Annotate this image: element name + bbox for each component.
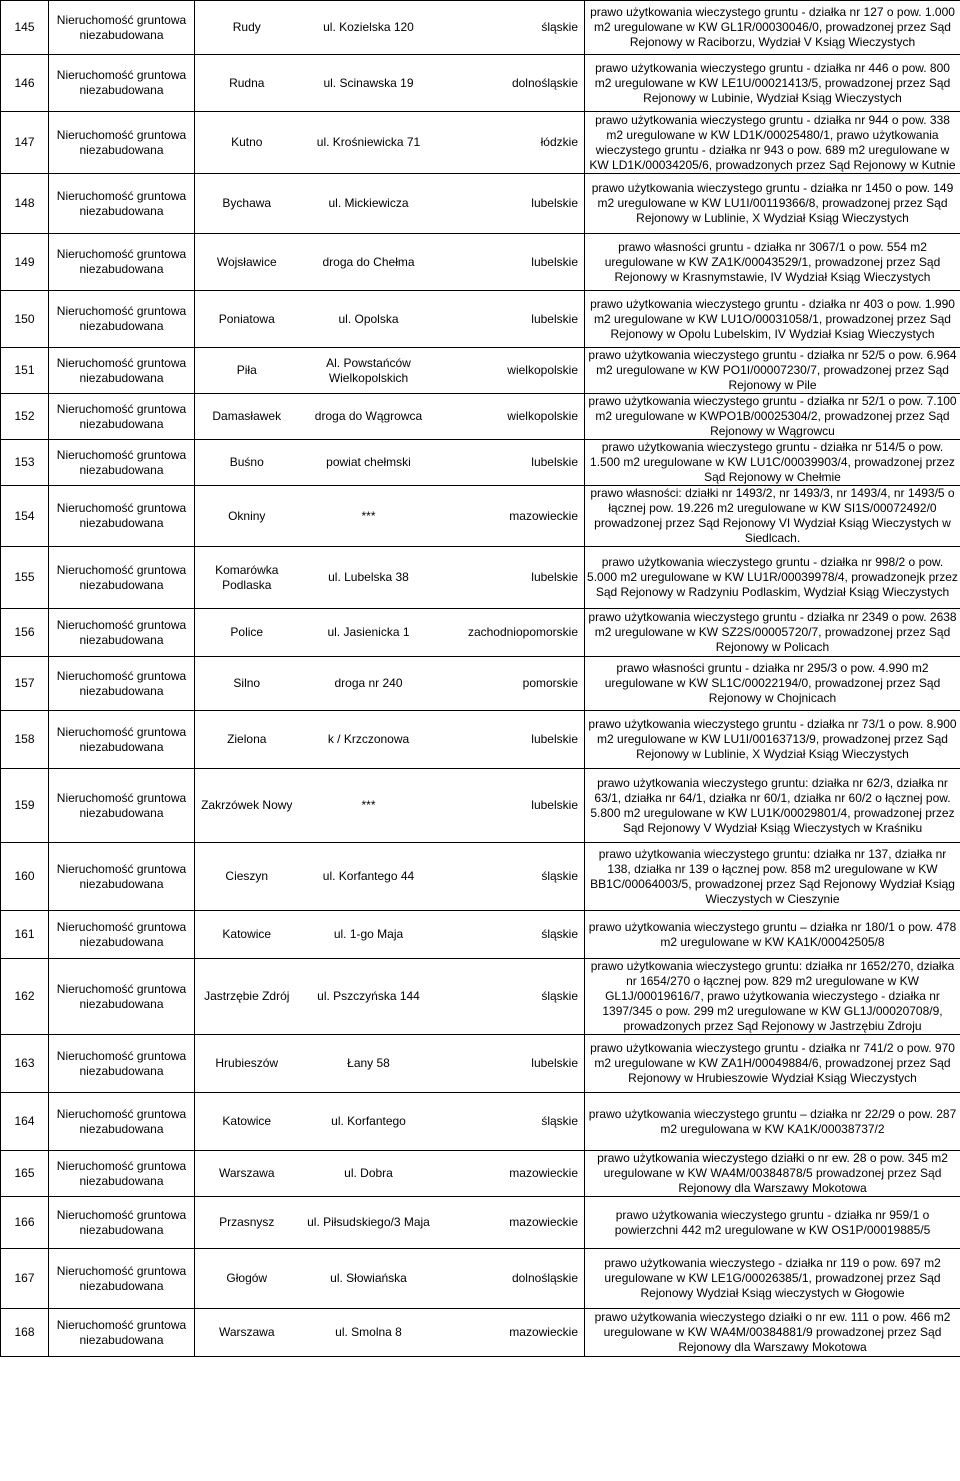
table-row xyxy=(1,55,960,112)
cell-place: Rudna xyxy=(195,55,299,112)
cell-place: Katowice xyxy=(195,1093,299,1151)
cell-no: 147 xyxy=(1,112,49,174)
cell-place: Hrubieszów xyxy=(195,1035,299,1093)
cell-place: Głogów xyxy=(195,1249,299,1309)
cell-place: Komarówka Podlaska xyxy=(195,547,299,609)
cell-right: prawo użytkowania wieczystego gruntu - działka nr 73/1 o pow. 8.900 m2 uregulowane w KW LU1I/00163713/9, prowadzonej przez Sąd Rejonowy w Lublinie, X Wydział Ksiąg Wieczystych xyxy=(585,711,960,769)
cell-type: Nieruchomość gruntowa niezabudowana xyxy=(49,711,195,769)
cell-right: prawo użytkowania wieczystego gruntu - działka nr 741/2 o pow. 970 m2 uregulowane w KW ZA1H/00049884/6, prowadzonej przez Sąd Rejonowy w Hrubieszowie Wydział Ksiąg Wieczystych xyxy=(585,1035,960,1093)
cell-street: ul. Piłsudskiego/3 Maja xyxy=(299,1197,439,1249)
cell-street: ul. Krośniewicka 71 xyxy=(299,112,439,174)
cell-region: mazowieckie xyxy=(439,1197,585,1249)
cell-place: Warszawa xyxy=(195,1151,299,1197)
cell-right: prawo własności gruntu - działka nr 3067/1 o pow. 554 m2 uregulowane w KW ZA1K/00043529/1, prowadzonej przez Sąd Rejonowy w Krasnymstawie, IV Wydział Ksiąg Wieczystych xyxy=(585,234,960,291)
cell-street: ul. Lubelska 38 xyxy=(299,547,439,609)
cell-type: Nieruchomość gruntowa niezabudowana xyxy=(49,1035,195,1093)
cell-type: Nieruchomość gruntowa niezabudowana xyxy=(49,348,195,394)
cell-right: prawo użytkowania wieczystego gruntu - działka nr 1450 o pow. 149 m2 uregulowane w KW LU1I/00119366/8, prowadzonej przez Sąd Rejonowy w Lublinie, X Wydział Ksiąg Wieczystych xyxy=(585,174,960,234)
cell-region: lubelskie xyxy=(439,711,585,769)
table-row xyxy=(1,1035,960,1093)
cell-place: Piła xyxy=(195,348,299,394)
cell-right: prawo użytkowania wieczystego działki o nr ew. 111 o pow. 466 m2 uregulowane w KW WA4M/00384881/9 prowadzonej przez Sąd Rejonowy dla Warszawy Mokotowa xyxy=(585,1309,960,1357)
cell-region: śląskie xyxy=(439,1,585,55)
cell-region: lubelskie xyxy=(439,769,585,843)
cell-place: Bychawa xyxy=(195,174,299,234)
cell-type: Nieruchomość gruntowa niezabudowana xyxy=(49,609,195,657)
table-row xyxy=(1,959,960,1035)
cell-type: Nieruchomość gruntowa niezabudowana xyxy=(49,769,195,843)
table-row xyxy=(1,1093,960,1151)
cell-street: ul. Korfantego xyxy=(299,1093,439,1151)
table-row xyxy=(1,1,960,55)
cell-no: 156 xyxy=(1,609,49,657)
cell-type: Nieruchomość gruntowa niezabudowana xyxy=(49,291,195,348)
cell-no: 146 xyxy=(1,55,49,112)
cell-street: droga nr 240 xyxy=(299,657,439,711)
cell-street: ul. Słowiańska xyxy=(299,1249,439,1309)
cell-street: droga do Chełma xyxy=(299,234,439,291)
cell-region: dolnośląskie xyxy=(439,1249,585,1309)
cell-type: Nieruchomość gruntowa niezabudowana xyxy=(49,657,195,711)
cell-region: lubelskie xyxy=(439,547,585,609)
cell-right: prawo użytkowania wieczystego gruntu – działka nr 180/1 o pow. 478 m2 uregulowane w KW KA1K/00042505/8 xyxy=(585,911,960,959)
cell-street: ul. Korfantego 44 xyxy=(299,843,439,911)
cell-place: Kutno xyxy=(195,112,299,174)
cell-type: Nieruchomość gruntowa niezabudowana xyxy=(49,1151,195,1197)
table-row xyxy=(1,440,960,486)
cell-region: wielkopolskie xyxy=(439,394,585,440)
cell-region: lubelskie xyxy=(439,440,585,486)
cell-region: lubelskie xyxy=(439,174,585,234)
cell-street: ul. Pszczyńska 144 xyxy=(299,959,439,1035)
cell-right: prawo użytkowania wieczystego gruntu – działka nr 22/29 o pow. 287 m2 uregulowana w KW KA1K/00038737/2 xyxy=(585,1093,960,1151)
table-row xyxy=(1,174,960,234)
cell-right: prawo użytkowania wieczystego działki o nr ew. 28 o pow. 345 m2 uregulowane w KW WA4M/00384878/5 prowadzonej przez Sąd Rejonowy dla Warszawy Mokotowa xyxy=(585,1151,960,1197)
cell-place: Wojsławice xyxy=(195,234,299,291)
cell-no: 158 xyxy=(1,711,49,769)
table-row xyxy=(1,911,960,959)
cell-type: Nieruchomość gruntowa niezabudowana xyxy=(49,234,195,291)
cell-type: Nieruchomość gruntowa niezabudowana xyxy=(49,394,195,440)
cell-no: 151 xyxy=(1,348,49,394)
cell-street: powiat chełmski xyxy=(299,440,439,486)
cell-region: mazowieckie xyxy=(439,486,585,547)
cell-place: Rudy xyxy=(195,1,299,55)
cell-right: prawo użytkowania wieczystego gruntu - działka nr 514/5 o pow. 1.500 m2 uregulowane w KW LU1C/00039903/4, prowadzonej przez Sąd Rejonowy w Chełmie xyxy=(585,440,960,486)
cell-place: Zielona xyxy=(195,711,299,769)
cell-street: ul. Jasienicka 1 xyxy=(299,609,439,657)
cell-right: prawo użytkowania wieczystego gruntu - działka nr 944 o pow. 338 m2 uregulowane w KW LD1K/00025480/1, prawo użytkowania wieczystego gruntu - działka nr 943 o pow. 689 m2 uregulowane w KW LD1K/00034205/6, prowadzonych przez Sąd Rejonowy w Kutnie xyxy=(585,112,960,174)
cell-region: wielkopolskie xyxy=(439,348,585,394)
table-row xyxy=(1,1197,960,1249)
cell-place: Okniny xyxy=(195,486,299,547)
cell-street: *** xyxy=(299,486,439,547)
cell-right: prawo własności gruntu - działka nr 295/3 o pow. 4.990 m2 uregulowane w KW SL1C/00022194/0, prowadzonej przez Sąd Rejonowy w Chojnicach xyxy=(585,657,960,711)
table-row xyxy=(1,711,960,769)
cell-right: prawo użytkowania wieczystego gruntu: działka nr 62/3, działka nr 63/1, działka nr 64/1, działka nr 60/1, działka nr 60/2 o łącznej pow. 5.800 m2 uregulowane w KW LU1K/00029801/4, prowadzonej przez Sąd Rejonowy V Wydział Ksiąg Wieczystych w Kraśniku xyxy=(585,769,960,843)
cell-right: prawo użytkowania wieczystego gruntu: działka nr 1652/270, działka nr 1654/270 o łącznej pow. 829 m2 uregulowane w KW GL1J/00019616/7, prawo użytkowania wieczystego - działka nr 1397/345 o pow. 299 m2 uregulowane w KW GL1J/00020708/9, prowadzonych przez Sąd Rejonowy w Jastrzębiu Zdroju xyxy=(585,959,960,1035)
cell-no: 152 xyxy=(1,394,49,440)
cell-street: ul. Kozielska 120 xyxy=(299,1,439,55)
cell-right: prawo użytkowania wieczystego gruntu - działka nr 998/2 o pow. 5.000 m2 uregulowane w KW LU1R/00039978/4, prowadzonejk przez Sąd Rejonowy w Radzyniu Podlaskim, Wydział Ksiąg Wieczystych xyxy=(585,547,960,609)
cell-no: 163 xyxy=(1,1035,49,1093)
cell-no: 155 xyxy=(1,547,49,609)
cell-type: Nieruchomość gruntowa niezabudowana xyxy=(49,55,195,112)
cell-place: Damasławek xyxy=(195,394,299,440)
cell-street: droga do Wągrowca xyxy=(299,394,439,440)
table-row xyxy=(1,609,960,657)
cell-type: Nieruchomość gruntowa niezabudowana xyxy=(49,959,195,1035)
cell-no: 148 xyxy=(1,174,49,234)
cell-region: zachodniopomorskie xyxy=(439,609,585,657)
property-table-body xyxy=(1,1,960,1357)
table-row xyxy=(1,394,960,440)
cell-place: Police xyxy=(195,609,299,657)
cell-right: prawo użytkowania wieczystego gruntu - działka nr 52/1 o pow. 7.100 m2 uregulowane w KWPO1B/00025304/2, prowadzonej przez Sąd Rejonowy w Wągrowcu xyxy=(585,394,960,440)
table-row xyxy=(1,112,960,174)
cell-no: 159 xyxy=(1,769,49,843)
cell-region: łódzkie xyxy=(439,112,585,174)
cell-street: ul. 1-go Maja xyxy=(299,911,439,959)
cell-street: Łany 58 xyxy=(299,1035,439,1093)
cell-right: prawo użytkowania wieczystego - działka nr 119 o pow. 697 m2 uregulowane w KW LE1G/00026385/1, prowadzonej przez Sąd Rejonowy Wydział Ksiąg wieczystych w Głogowie xyxy=(585,1249,960,1309)
cell-no: 153 xyxy=(1,440,49,486)
table-row xyxy=(1,348,960,394)
cell-no: 165 xyxy=(1,1151,49,1197)
cell-no: 167 xyxy=(1,1249,49,1309)
cell-region: pomorskie xyxy=(439,657,585,711)
cell-street: ul. Scinawska 19 xyxy=(299,55,439,112)
cell-no: 157 xyxy=(1,657,49,711)
cell-no: 160 xyxy=(1,843,49,911)
cell-right: prawo użytkowania wieczystego gruntu - działka nr 2349 o pow. 2638 m2 uregulowane w KW SZ2S/00005720/7, prowadzonej przez Sąd Rejonowy w Policach xyxy=(585,609,960,657)
cell-region: śląskie xyxy=(439,843,585,911)
cell-type: Nieruchomość gruntowa niezabudowana xyxy=(49,486,195,547)
cell-type: Nieruchomość gruntowa niezabudowana xyxy=(49,1309,195,1357)
cell-right: prawo użytkowania wieczystego gruntu - działka nr 52/5 o pow. 6.964 m2 uregulowane w KW PO1I/00007230/7, prowadzonej przez Sąd Rejonowy w Pile xyxy=(585,348,960,394)
table-row xyxy=(1,291,960,348)
cell-region: śląskie xyxy=(439,959,585,1035)
cell-no: 164 xyxy=(1,1093,49,1151)
table-row xyxy=(1,1249,960,1309)
cell-place: Przasnysz xyxy=(195,1197,299,1249)
cell-region: lubelskie xyxy=(439,291,585,348)
cell-place: Jastrzębie Zdrój xyxy=(195,959,299,1035)
table-row xyxy=(1,657,960,711)
cell-street: *** xyxy=(299,769,439,843)
cell-street: ul. Dobra xyxy=(299,1151,439,1197)
cell-no: 154 xyxy=(1,486,49,547)
cell-region: śląskie xyxy=(439,1093,585,1151)
cell-street: ul. Mickiewicza xyxy=(299,174,439,234)
cell-place: Zakrzówek Nowy xyxy=(195,769,299,843)
cell-type: Nieruchomość gruntowa niezabudowana xyxy=(49,1,195,55)
cell-right: prawo użytkowania wieczystego gruntu - działka nr 446 o pow. 800 m2 uregulowane w KW LE1U/00021413/5, prowadzonej przez Sąd Rejonowy w Lubinie, Wydział Ksiąg Wieczystych xyxy=(585,55,960,112)
cell-street: k / Krzczonowa xyxy=(299,711,439,769)
cell-right: prawo własności: działki nr 1493/2, nr 1493/3, nr 1493/4, nr 1493/5 o łącznej pow. 19.226 m2 uregulowane w KW SI1S/00072492/0 prowadzonej przez Sąd Rejonowy VI Wydział Ksiąg Wieczystych w Siedlcach. xyxy=(585,486,960,547)
cell-type: Nieruchomość gruntowa niezabudowana xyxy=(49,440,195,486)
cell-type: Nieruchomość gruntowa niezabudowana xyxy=(49,1093,195,1151)
cell-no: 166 xyxy=(1,1197,49,1249)
cell-street: Al. Powstańców Wielkopolskich xyxy=(299,348,439,394)
table-row xyxy=(1,1151,960,1197)
cell-place: Silno xyxy=(195,657,299,711)
cell-place: Warszawa xyxy=(195,1309,299,1357)
table-row xyxy=(1,547,960,609)
table-row xyxy=(1,769,960,843)
cell-no: 150 xyxy=(1,291,49,348)
table-row xyxy=(1,486,960,547)
cell-type: Nieruchomość gruntowa niezabudowana xyxy=(49,174,195,234)
cell-type: Nieruchomość gruntowa niezabudowana xyxy=(49,911,195,959)
cell-type: Nieruchomość gruntowa niezabudowana xyxy=(49,112,195,174)
cell-no: 149 xyxy=(1,234,49,291)
cell-region: lubelskie xyxy=(439,1035,585,1093)
table-row xyxy=(1,1309,960,1357)
cell-no: 161 xyxy=(1,911,49,959)
cell-region: lubelskie xyxy=(439,234,585,291)
cell-region: mazowieckie xyxy=(439,1151,585,1197)
cell-type: Nieruchomość gruntowa niezabudowana xyxy=(49,1197,195,1249)
cell-region: dolnośląskie xyxy=(439,55,585,112)
cell-region: mazowieckie xyxy=(439,1309,585,1357)
cell-type: Nieruchomość gruntowa niezabudowana xyxy=(49,1249,195,1309)
cell-right: prawo użytkowania wieczystego gruntu - działka nr 127 o pow. 1.000 m2 uregulowane w KW GL1R/00030046/0, prowadzonej przez Sąd Rejonowy w Raciborzu, Wydział V Ksiąg Wieczystych xyxy=(585,1,960,55)
cell-no: 168 xyxy=(1,1309,49,1357)
cell-place: Poniatowa xyxy=(195,291,299,348)
cell-right: prawo użytkowania wieczystego gruntu - działka nr 959/1 o powierzchni 442 m2 uregulowane w KW OS1P/00019885/5 xyxy=(585,1197,960,1249)
cell-place: Cieszyn xyxy=(195,843,299,911)
cell-type: Nieruchomość gruntowa niezabudowana xyxy=(49,547,195,609)
table-row xyxy=(1,843,960,911)
cell-place: Katowice xyxy=(195,911,299,959)
cell-right: prawo użytkowania wieczystego gruntu - działka nr 403 o pow. 1.990 m2 uregulowane w KW LU1O/00031058/1, prowadzonej przez Sąd Rejonowy w Opolu Lubelskim, IV Wydział Ksiag Wieczystych xyxy=(585,291,960,348)
cell-place: Buśno xyxy=(195,440,299,486)
cell-no: 145 xyxy=(1,1,49,55)
cell-region: śląskie xyxy=(439,911,585,959)
table-row xyxy=(1,234,960,291)
cell-type: Nieruchomość gruntowa niezabudowana xyxy=(49,843,195,911)
cell-right: prawo użytkowania wieczystego gruntu: działka nr 137, działka nr 138, działka nr 139 o łącznej pow. 858 m2 uregulowane w KW BB1C/00064003/5, prowadzonej przez Sąd Rejonowy Wydział Ksiąg Wieczystych w Cieszynie xyxy=(585,843,960,911)
cell-street: ul. Opolska xyxy=(299,291,439,348)
cell-street: ul. Smolna 8 xyxy=(299,1309,439,1357)
cell-no: 162 xyxy=(1,959,49,1035)
